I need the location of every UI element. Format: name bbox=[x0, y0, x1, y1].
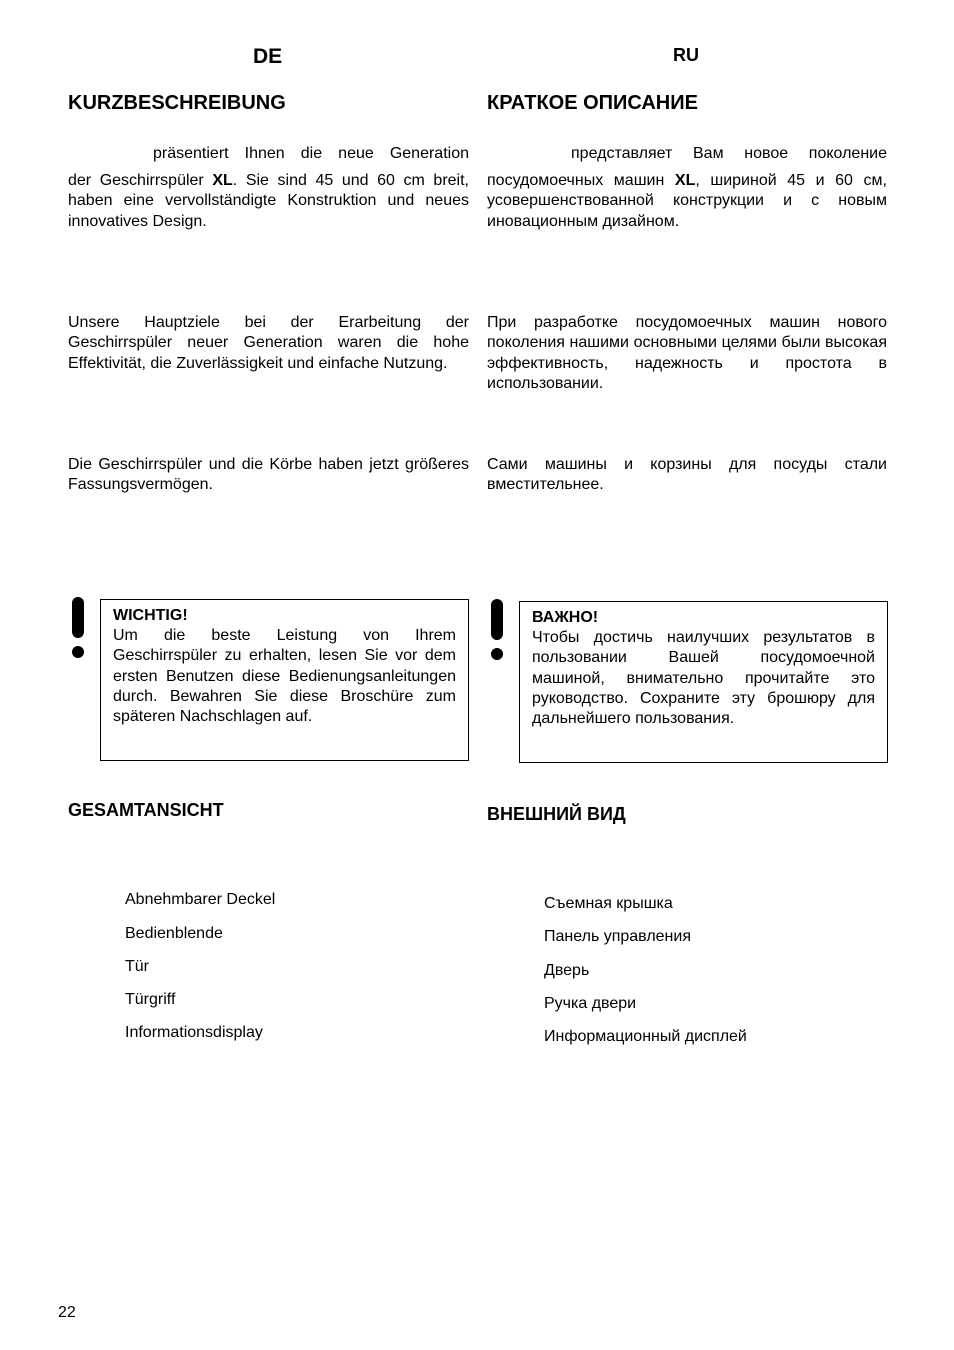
warning-box-de bbox=[100, 599, 469, 761]
intro-lead-ru: представляет Вам новое поколение bbox=[571, 145, 887, 162]
part-item-ru: Ручка двери bbox=[544, 995, 637, 1012]
intro-text-rest-de: . Sie sind 45 und 60 cm breit, haben eine vervollständigte Konstruktion und neues innovatives Design. bbox=[68, 172, 469, 230]
page-number: 22 bbox=[58, 1304, 76, 1321]
intro-text-de: der Geschirrspüler bbox=[68, 172, 213, 189]
model-name-ru: XL bbox=[674, 172, 696, 189]
warning-text-de: Um die beste Leistung von Ihrem Geschirrspüler zu erhalten, lesen Sie vor dem ersten Benutzen diese Bedienungsanleitungen durch. Bewahren Sie diese Broschüre zum späteren Nachschlagen auf. bbox=[113, 627, 456, 726]
exclamation-icon bbox=[71, 597, 85, 659]
warning-box-ru bbox=[519, 601, 888, 763]
goals-paragraph-ru: При разработке посудомоечных машин нового поколения нашими основными целями были высокая эффективность, надежность и простота в использовании. bbox=[487, 314, 887, 392]
language-label-ru: RU bbox=[673, 45, 699, 65]
part-item-ru: Панель управления bbox=[544, 928, 691, 945]
warning-text-ru: Чтобы достичь наилучших результатов в пользовании Вашей посудомоечной машиной, внимательно прочитайте это руководство. Сохраните эту брошюру для дальнейшего пользования. bbox=[532, 629, 875, 728]
part-item-de: Informationsdisplay bbox=[125, 1024, 263, 1041]
part-item-de: Bedienblende bbox=[125, 925, 223, 942]
overview-title-ru: ВНЕШНИЙ ВИД bbox=[487, 804, 626, 824]
capacity-paragraph-de: Die Geschirrspüler und die Körbe haben jetzt größeres Fassungsvermögen. bbox=[68, 456, 469, 494]
section-title-de: KURZBESCHREIBUNG bbox=[68, 92, 286, 114]
part-item-de: Tür bbox=[125, 958, 149, 975]
part-item-de: Türgriff bbox=[125, 991, 176, 1008]
language-label-de: DE bbox=[253, 45, 283, 68]
part-item-ru: Дверь bbox=[544, 962, 590, 979]
intro-paragraph-ru bbox=[487, 171, 887, 232]
part-item-ru: Информационный дисплей bbox=[544, 1028, 747, 1045]
overview-title-de: GESAMTANSICHT bbox=[68, 800, 224, 820]
part-item-ru: Съемная крышка bbox=[544, 895, 673, 912]
exclamation-icon bbox=[490, 599, 504, 661]
goals-paragraph-de: Unsere Hauptziele bei der Erarbeitung der Geschirrspüler neuer Generation waren die hohe Effektivität, die Zuverlässigkeit und einfache Nutzung. bbox=[68, 314, 469, 372]
warning-title-de: WICHTIG! bbox=[113, 607, 188, 624]
intro-paragraph-de bbox=[68, 171, 469, 232]
intro-lead-de: präsentiert Ihnen die neue Generation bbox=[153, 145, 469, 162]
capacity-paragraph-ru: Сами машины и корзины для посуды стали вместительнее. bbox=[487, 456, 887, 494]
part-item-de: Abnehmbarer Deckel bbox=[125, 891, 276, 908]
model-name-de: XL bbox=[212, 172, 233, 189]
intro-text-rest-ru: , шириной 45 и 60 см, усовершенствованной конструкции и с новым иновационным дизайном. bbox=[487, 172, 887, 230]
intro-text-ru: посудомоечных машин bbox=[487, 172, 675, 189]
section-title-ru: КРАТКОЕ ОПИСАНИЕ bbox=[487, 92, 698, 114]
warning-title-ru: ВАЖНО! bbox=[532, 609, 599, 626]
